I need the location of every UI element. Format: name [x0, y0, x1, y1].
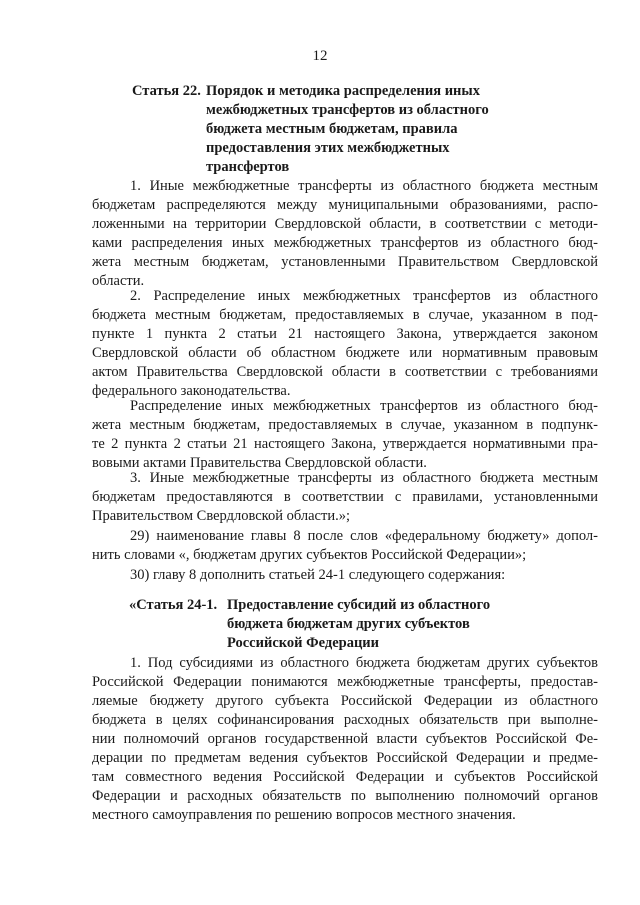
- text-line: 30) главу 8 дополнить статьей 24-1 следующего содержания:: [130, 567, 506, 583]
- paragraph-5: [92, 527, 598, 565]
- text-line: вовыми актами Правительства Свердловской области.: [92, 455, 427, 471]
- article-22-label: Статья 22.: [132, 83, 201, 99]
- text-line: Правительством Свердловской области.»;: [92, 508, 350, 524]
- text-line: ложенными на территории Свердловской области, в соответствии с методи-: [92, 216, 598, 232]
- title-line: бюджета бюджетам других субъектов: [227, 616, 470, 632]
- text-line: Федерации и расходных обязательств по выполнению полномочий органов: [92, 788, 598, 804]
- text-line: там совместного ведения Российской Федерации и субъектов Российской: [92, 769, 598, 785]
- paragraph-2: [92, 287, 598, 401]
- text-line: федерального законодательства.: [92, 383, 291, 399]
- text-line: нии полномочий органов государственной власти субъектов Российской Фе-: [92, 731, 598, 747]
- text-line: 29) наименование главы 8 после слов «федеральному бюджету» допол-: [130, 528, 598, 544]
- text-line: дерации по предметам ведения субъектов Российской Федерации и предме-: [92, 750, 598, 766]
- title-line: предоставления этих межбюджетных: [206, 140, 450, 156]
- text-line: 3. Иные межбюджетные трансферты из областного бюджета местным: [130, 470, 598, 486]
- text-line: нить словами «, бюджетам других субъектов Российской Федерации»;: [92, 547, 527, 563]
- text-line: бюджетам распределяются между муниципальными образованиями, распо-: [92, 197, 598, 213]
- article-24-1-title: [227, 596, 490, 653]
- text-line: бюджета в целях софинансирования расходных обязательств при выполне-: [92, 712, 598, 728]
- text-line: бюджета местным бюджетам, предоставляемых в случае, указанном в под-: [92, 307, 598, 323]
- title-line: межбюджетных трансфертов из областного: [206, 102, 489, 118]
- title-line: трансфертов: [206, 159, 290, 175]
- text-line: те 2 пункта 2 статьи 21 настоящего Закона, утверждается нормативными пра-: [92, 436, 598, 452]
- title-line: бюджета местным бюджетам, правила: [206, 121, 458, 137]
- paragraph-1: [92, 177, 598, 291]
- text-line: актом Правительства Свердловской области в соответствии с требованиями: [92, 364, 598, 380]
- text-line: жета местным бюджетам, предоставляемых в случае, указанном в подпунк-: [92, 417, 598, 433]
- text-line: 1. Под субсидиями из областного бюджета бюджетам других субъектов: [130, 655, 598, 671]
- page-number: 12: [312, 48, 328, 64]
- text-line: ляемые бюджету другого субъекта Российской Федерации из областного: [92, 693, 598, 709]
- paragraph-7: [92, 654, 598, 825]
- text-line: Российской Федерации понимаются межбюджетные трансферты, предостав-: [92, 674, 598, 690]
- text-line: бюджетам предоставляются в соответствии с правилами, установленными: [92, 489, 598, 505]
- text-line: местного самоуправления по решению вопросов местного значения.: [92, 807, 516, 823]
- text-line: жета местным бюджетам, установленными Правительством Свердловской: [92, 254, 598, 270]
- text-line: области.: [92, 273, 145, 289]
- paragraph-3: [92, 397, 598, 473]
- text-line: 1. Иные межбюджетные трансферты из областного бюджета местным: [130, 178, 598, 194]
- title-line: Порядок и методика распределения иных: [206, 83, 480, 99]
- paragraph-4: [92, 469, 598, 526]
- text-line: ками распределения иных межбюджетных трансфертов из областного бюд-: [92, 235, 598, 251]
- text-line: пункте 1 пункта 2 статьи 21 настоящего Закона, утверждается законом: [92, 326, 598, 342]
- title-line: Российской Федерации: [227, 635, 380, 651]
- article-22-title: [206, 82, 489, 177]
- text-line: 2. Распределение иных межбюджетных трансфертов из областного: [130, 288, 598, 304]
- paragraph-6: [92, 566, 598, 585]
- title-line: Предоставление субсидий из областного: [227, 597, 491, 613]
- text-line: Распределение иных межбюджетных трансфертов из областного бюд-: [130, 398, 598, 414]
- article-24-1-label: «Статья 24-1.: [129, 597, 218, 613]
- text-line: Свердловской области об областном бюджете или нормативным правовым: [92, 345, 598, 361]
